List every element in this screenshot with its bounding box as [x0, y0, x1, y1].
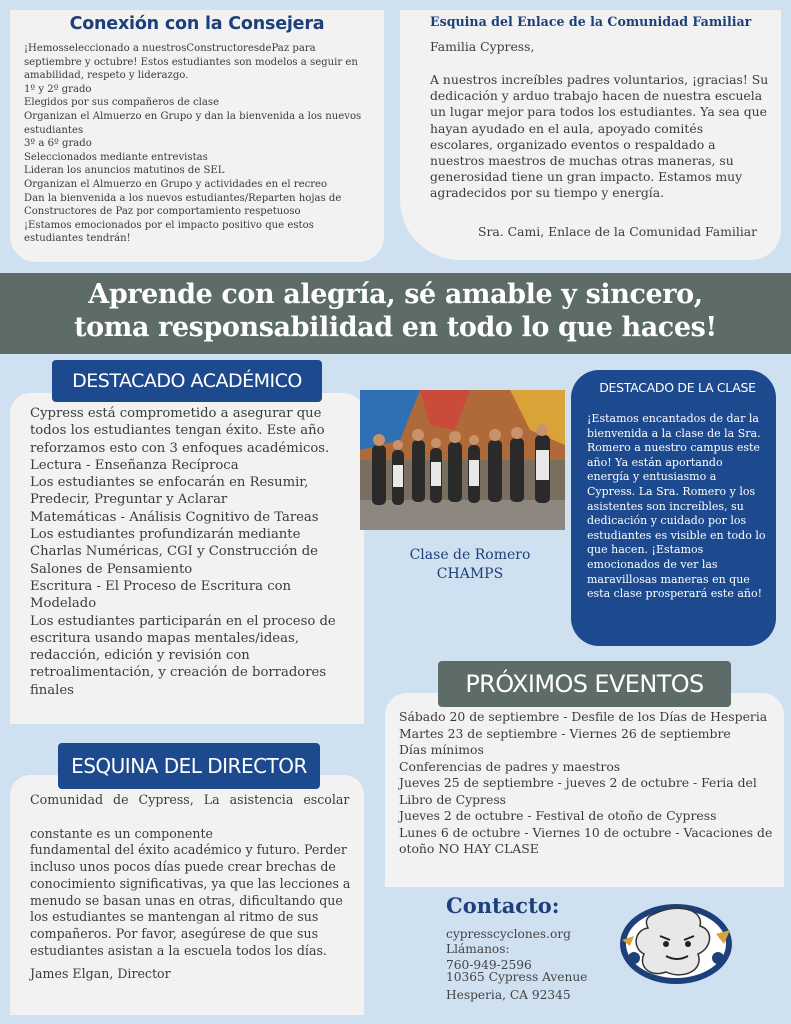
- text-line: septiembre y octubre! Estos estudiantes son modelos a seguir en: [24, 56, 358, 68]
- cyclone-mascot-icon: [604, 900, 754, 1010]
- text-line: A nuestros increíbles padres voluntarios, ¡gracias! Su: [430, 72, 769, 87]
- principal-section: [10, 775, 364, 1015]
- text-line: dedicación y cuidado por los: [587, 514, 747, 528]
- text-line: Organizan el Almuerzo en Grupo y actividades en el recreo: [24, 178, 328, 190]
- text-line: Matemáticas - Análisis Cognitivo de Tareas: [30, 509, 319, 525]
- street-address: 10365 Cypress Avenue: [446, 970, 588, 985]
- text-line: finales: [30, 682, 74, 698]
- text-line: escolares, organizado eventos o respaldado a: [430, 136, 716, 152]
- principal-title: ESQUINA DEL DIRECTOR: [58, 743, 320, 789]
- liaison-signature: Sra. Cami, Enlace de la Comunidad Familiar: [478, 223, 758, 239]
- city-address: Hesperia, CA 92345: [446, 988, 571, 1003]
- text-line: todos los estudiantes tengan éxito. Este año: [30, 423, 325, 439]
- contact-block: [446, 893, 616, 1003]
- text-line: maravillosas maneras en que: [587, 572, 750, 586]
- principal-signature: James Elgan, Director: [30, 966, 171, 982]
- academic-section: [10, 393, 364, 724]
- event-line: Días mínimos: [399, 742, 484, 757]
- motto-line-2: toma responsabilidad en todo lo que haces!: [74, 312, 717, 343]
- cyclones-logo: [604, 900, 754, 1010]
- text-line: dedicación y arduo trabajo hacen de nuestra escuela: [430, 88, 763, 104]
- text-line: retroalimentación, y creación de borradores: [30, 665, 327, 681]
- event-line: Libro de Cypress: [399, 791, 507, 807]
- text-line: agradecidos por su tiempo y energía.: [430, 185, 665, 201]
- text-line: estudiantes es visible en todo lo: [587, 528, 766, 542]
- text-line: menudo se basan unas en otras, dificultando que: [30, 892, 343, 908]
- counselor-text: [24, 42, 370, 246]
- text-line: Salones de Pensamiento: [30, 561, 193, 577]
- counselor-section: [10, 10, 384, 262]
- phone-number[interactable]: 760-949-2596: [446, 958, 532, 973]
- text-line: fundamental del éxito académico y futuro. Perder: [30, 842, 347, 858]
- text-line: Cypress está comprometido a asegurar que: [30, 406, 322, 421]
- text-line: incluso unos pocos días puede crear brechas de: [30, 859, 336, 875]
- text-line: constante es un componente: [30, 825, 213, 841]
- text-line: Los estudiantes profundizarán mediante: [30, 527, 301, 543]
- text-line: nuestros maestros de muchas otras maneras, su: [430, 153, 734, 169]
- class-photo-image: [360, 390, 565, 530]
- text-line: un lugar mejor para todos los estudiantes. Ya sea que: [430, 104, 767, 120]
- text-line: Charlas Numéricas, CGI y Construcción de: [30, 544, 318, 560]
- text-line: Constructores de Paz por comportamiento respetuoso: [24, 206, 301, 218]
- event-line: Jueves 2 de octubre - Festival de otoño de Cypress: [399, 808, 717, 823]
- event-line: Sábado 20 de septiembre - Desfile de los Días de Hesperia: [399, 709, 768, 724]
- website-link[interactable]: cypresscyclones.org: [446, 927, 571, 941]
- events-title: PRÓXIMOS EVENTOS: [438, 661, 731, 707]
- text-line: estudiantes: [24, 124, 84, 136]
- text-line: hayan ayudado en el aula, apoyado comités: [430, 120, 704, 136]
- text-line: Dan la bienvenida a los nuevos estudiantes/Reparten hojas de: [24, 192, 342, 204]
- text-line: los estudiantes se mantengan al ritmo de sus: [30, 909, 319, 925]
- text-line: año! Ya están aportando: [587, 455, 723, 469]
- class-spotlight-section: [571, 370, 776, 646]
- family-liaison-title: Esquina del Enlace de la Comunidad Familiar: [430, 14, 752, 29]
- class-photo: [360, 390, 565, 530]
- text-line: conocimiento significativas, ya que las lecciones a: [30, 875, 351, 891]
- text-line: Cypress. La Sra. Romero y los: [587, 484, 756, 498]
- text-line: esta clase prosperará este año!: [587, 587, 763, 601]
- contact-title: Contacto:: [446, 893, 560, 918]
- text-line: generosidad tiene un gran impacto. Estamos muy: [430, 169, 743, 185]
- text-line: Romero a nuestro campus este: [587, 441, 760, 455]
- text-line: bienvenida a la clase de la Sra.: [587, 426, 761, 440]
- text-line: Elegidos por sus compañeros de clase: [24, 97, 220, 109]
- text-line: ¡Hemosseleccionado a nuestrosConstructoresdePaz para: [24, 43, 316, 54]
- text-line: Lideran los anuncios matutinos de SEL: [24, 165, 225, 177]
- text-line: que hacen. ¡Estamos: [587, 543, 704, 557]
- motto-line-1: Aprende con alegría, sé amable y sincero,: [88, 279, 703, 310]
- event-line: Martes 23 de septiembre - Viernes 26 de septiembre: [399, 725, 731, 741]
- counselor-title: Conexión con la Consejera: [69, 14, 325, 34]
- text-line: 1º y 2º grado: [24, 83, 92, 95]
- event-line: otoño NO HAY CLASE: [399, 841, 539, 856]
- motto-banner: [0, 273, 791, 354]
- text-line: Predecir, Preguntar y Aclarar: [30, 492, 228, 508]
- events-section: [385, 693, 784, 887]
- text-line: Escritura - El Proceso de Escritura con: [30, 578, 292, 594]
- class-spotlight-title: DESTACADO DE LA CLASE: [599, 380, 756, 395]
- event-line: Jueves 25 de septiembre - jueves 2 de octubre - Feria del: [399, 775, 757, 790]
- text-line: Organizan el Almuerzo en Grupo y dan la bienvenida a los nuevos: [24, 110, 362, 122]
- text-line: 3º a 6º grado: [24, 138, 92, 150]
- text-line: estudiantes asistan a la escuela todos los días.: [30, 942, 327, 958]
- text-line: redacción, edición y revisión con: [30, 648, 250, 664]
- text-line: Lectura - Enseñanza Recíproca: [30, 457, 239, 473]
- text-line: amabilidad, respeto y liderazgo.: [24, 70, 189, 82]
- text-line: Seleccionados mediante entrevistas: [24, 151, 208, 163]
- text-line: estudiantes tendrán!: [24, 233, 131, 245]
- text-line: asistentes son increíbles, su: [587, 499, 744, 513]
- text-line: emocionados de ver las: [587, 557, 718, 571]
- academic-title: DESTACADO ACADÉMICO: [52, 360, 322, 402]
- text-line: Los estudiantes participarán en el proceso de: [30, 613, 336, 629]
- greeting: Familia Cypress,: [430, 39, 535, 54]
- photo-caption: [395, 546, 545, 584]
- event-line: Lunes 6 de octubre - Viernes 10 de octubre - Vacaciones de: [399, 824, 773, 840]
- text-line: escritura usando mapas mentales/ideas,: [30, 630, 299, 646]
- text-line: Los estudiantes se enfocarán en Resumir,: [30, 475, 309, 491]
- text-line: compañeros. Por favor, asegúrese de que sus: [30, 925, 319, 941]
- text-line: ¡Estamos encantados de dar la: [587, 412, 759, 425]
- photo-caption-line-1: Clase de Romero: [409, 547, 531, 563]
- event-line: Conferencias de padres y maestros: [399, 758, 621, 774]
- photo-caption-line-2: CHAMPS: [436, 566, 504, 582]
- text-line: reforzamos esto con 3 enfoques académicos.: [30, 440, 330, 456]
- text-line: ¡Estamos emocionados por el impacto positivo que estos: [24, 219, 314, 231]
- text-line: Comunidad de Cypress, La asistencia escolar: [30, 792, 350, 807]
- text-line: Modelado: [30, 596, 97, 612]
- family-liaison-section: [400, 10, 781, 260]
- call-label: Llámanos:: [446, 941, 510, 956]
- text-line: energía y entusiasmo a: [587, 470, 717, 484]
- family-liaison-text: [430, 72, 769, 202]
